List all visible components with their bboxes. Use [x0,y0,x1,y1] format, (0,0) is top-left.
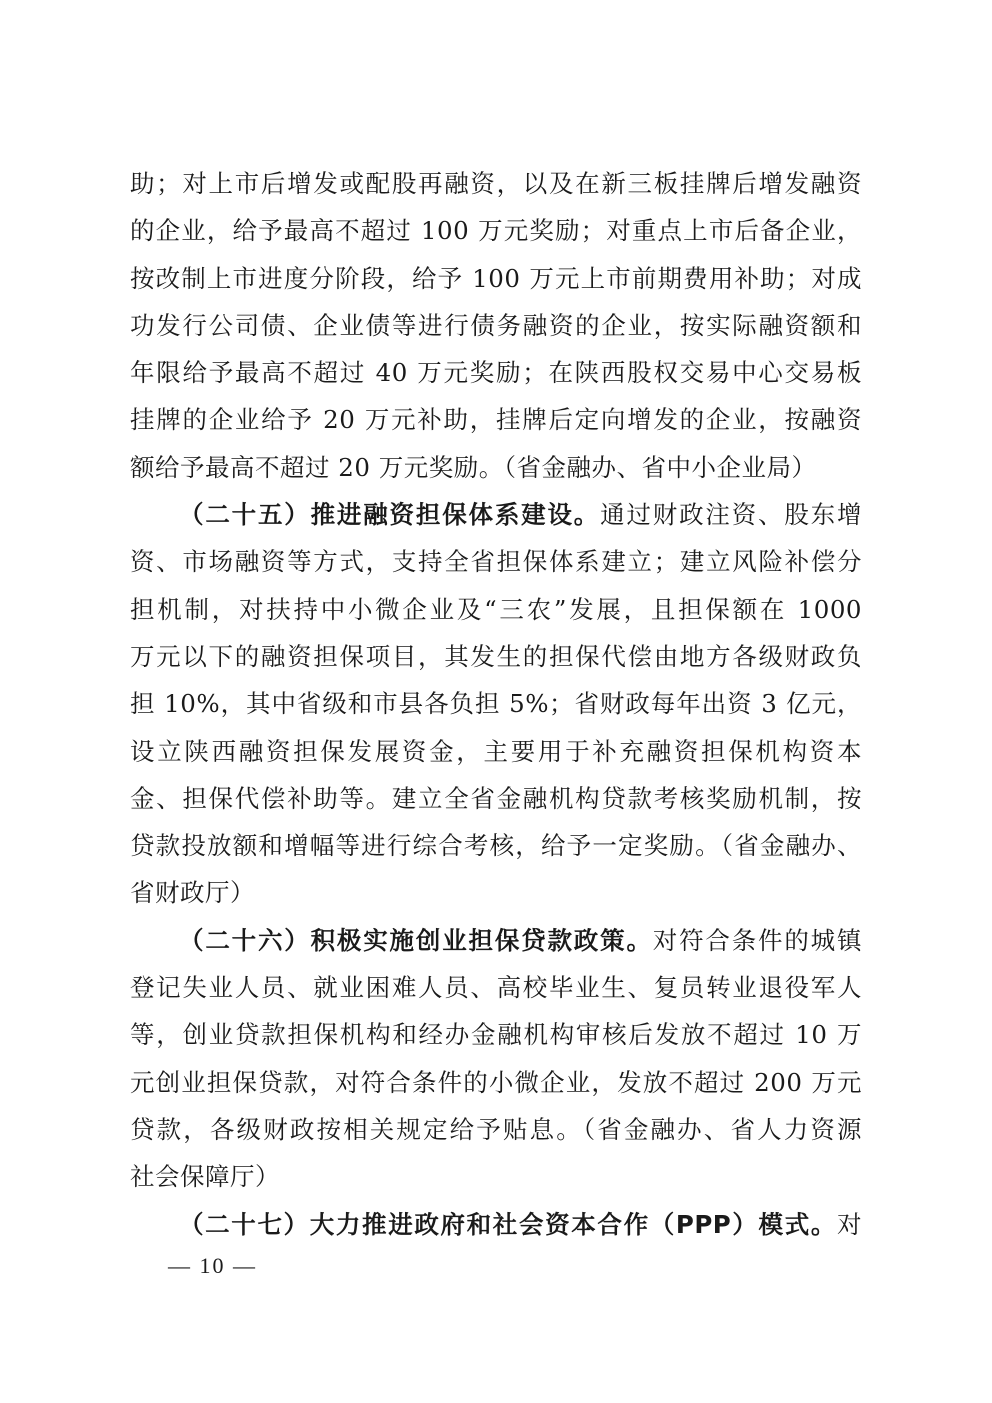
text-run: 对符合条件的城镇 [652,925,863,955]
text-line: 元创业担保贷款，对符合条件的小微企业，发放不超过 200 万元 [130,1067,862,1097]
text-line: 资、市场融资等方式，支持全省担保体系建立；建立风险补偿分 [130,547,862,577]
section-heading: （二十七）大力推进政府和社会资本合作（PPP）模式。 [179,1209,837,1239]
text-line: 年限给予最高不超过 40 万元奖励；在陕西股权交易中心交易板 [130,358,862,388]
page-number: — 10 — [168,1253,257,1278]
text-line: 贷款，各级财政按相关规定给予贴息。（省金融办、省人力资源 [130,1114,862,1144]
text-run: 对 [837,1209,862,1239]
text-line: 万元以下的融资担保项目，其发生的担保代偿由地方各级财政负 [130,641,862,671]
text-line: 等，创业贷款担保机构和经办金融机构审核后发放不超过 10 万 [130,1020,862,1050]
text-line: 按改制上市进度分阶段，给予 100 万元上市前期费用补助；对成 [130,263,862,293]
paragraph-first-line [130,1201,862,1248]
text-line: 担机制，对扶持中小微企业及“三农”发展，且担保额在 1000 [130,594,862,624]
text-line: 的企业，给予最高不超过 100 万元奖励；对重点上市后备企业， [130,216,862,246]
text-line: 贷款投放额和增幅等进行综合考核，给予一定奖励。（省金融办、 [130,831,862,861]
text-line: 功发行公司债、企业债等进行债务融资的企业，按实际融资额和 [130,310,862,340]
text-line: 金、担保代偿补助等。建立全省金融机构贷款考核奖励机制，按 [130,783,862,813]
text-line: 社会保障厅） [130,1162,280,1192]
section-heading: （二十五）推进融资担保体系建设。 [179,500,601,530]
text-line: 登记失业人员、就业困难人员、高校毕业生、复员转业退役军人 [130,973,862,1003]
document-body [130,160,862,1248]
text-line: 助；对上市后增发或配股再融资，以及在新三板挂牌后增发融资 [130,169,862,198]
text-line: 挂牌的企业给予 20 万元补助，挂牌后定向增发的企业，按融资 [130,405,862,435]
text-line: 设立陕西融资担保发展资金，主要用于补充融资担保机构资本 [130,736,862,766]
text-run: 通过财政注资、股东增 [600,500,863,530]
paragraph-first-line [130,491,862,538]
text-line: 担 10%，其中省级和市县各负担 5%；省财政每年出资 3 亿元， [130,689,862,719]
text-line: 额给予最高不超过 20 万元奖励。（省金融办、省中小企业局） [130,452,817,482]
section-heading: （二十六）积极实施创业担保贷款政策。 [179,925,653,955]
paragraph-first-line [130,917,862,964]
text-line: 省财政厅） [130,878,255,908]
